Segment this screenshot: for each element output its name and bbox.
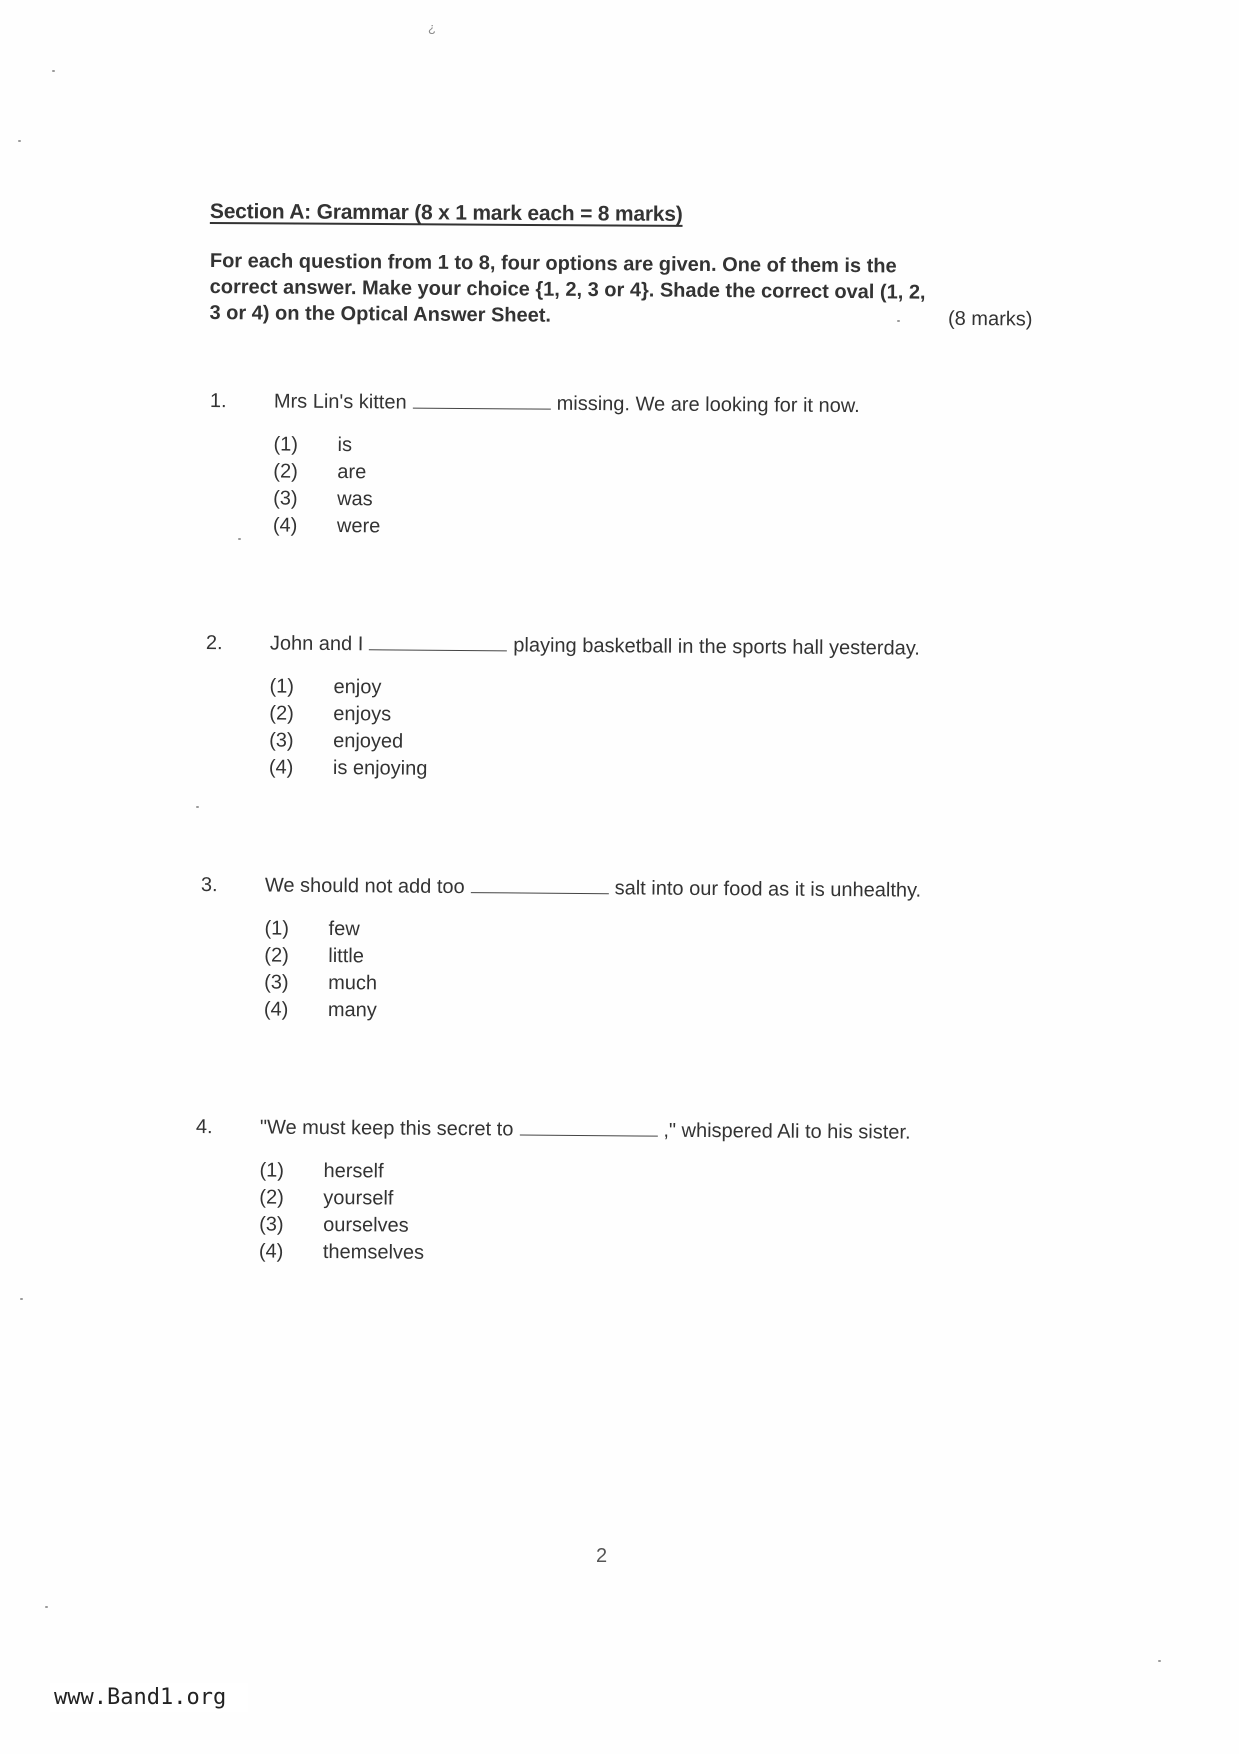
question-text-before: We should not add too	[264, 874, 465, 899]
option-text: enjoyed	[333, 730, 404, 753]
question-text-before: "We must keep this secret to	[259, 1116, 514, 1141]
option-list	[273, 432, 860, 545]
option-text: few	[328, 918, 360, 941]
instructions	[209, 248, 1045, 333]
question-stem	[210, 388, 860, 418]
scan-speck	[20, 1298, 23, 1300]
scan-speck	[1158, 1660, 1161, 1662]
option-label: (1)	[259, 1159, 285, 1182]
question-text-after: salt into our food as it is unhealthy.	[614, 877, 922, 902]
option-label: (2)	[269, 702, 294, 725]
question-text-after: missing. We are looking for it now.	[556, 392, 860, 418]
section-title: Section A: Grammar (8 x 1 mark each = 8 marks)	[209, 200, 683, 226]
option-text: much	[328, 972, 378, 995]
option-label: (4)	[258, 1240, 284, 1263]
option-text: is	[337, 434, 353, 457]
scan-speck	[45, 1606, 48, 1608]
answer-blank	[413, 390, 551, 410]
option-text: themselves	[322, 1241, 425, 1264]
watermark-link[interactable]: www.Band1.org	[50, 1683, 248, 1712]
answer-blank	[369, 631, 507, 651]
question-3	[200, 872, 921, 1029]
answer-blank	[519, 1117, 657, 1137]
question-text-before: John and I	[269, 632, 364, 656]
option-label: (1)	[264, 917, 290, 940]
question-stem	[201, 872, 921, 903]
question-2	[205, 630, 920, 787]
option-text: enjoys	[333, 703, 392, 726]
instructions-line: For each question from 1 to 8, four options are given. One of them is the	[209, 249, 897, 278]
option-label: (2)	[273, 460, 298, 483]
option-label: (2)	[259, 1186, 284, 1209]
option-label: (4)	[263, 998, 289, 1021]
option-label: (1)	[273, 433, 299, 456]
option-text: little	[328, 945, 365, 968]
question-number: 2.	[205, 631, 223, 655]
option-text: yourself	[323, 1187, 394, 1210]
question-4	[195, 1114, 911, 1271]
question-stem	[206, 630, 920, 661]
option-text: is enjoying	[332, 757, 428, 780]
option-text: enjoy	[333, 676, 382, 699]
option-item	[264, 996, 920, 1028]
scan-mark: ¿	[428, 20, 436, 35]
question-text-after: ," whispered Ali to his sister.	[663, 1119, 911, 1144]
option-label: (4)	[268, 756, 294, 779]
option-label: (4)	[272, 514, 298, 537]
question-text-after: playing basketball in the sports hall yesterday.	[513, 634, 920, 660]
question-1	[209, 388, 860, 544]
instructions-line: 3 or 4) on the Optical Answer Sheet.	[209, 301, 552, 327]
option-label: (3)	[269, 729, 294, 752]
option-text: were	[336, 515, 381, 538]
question-number: 4.	[195, 1115, 213, 1139]
option-text: many	[327, 999, 377, 1022]
scan-speck	[18, 140, 21, 142]
option-label: (3)	[259, 1213, 284, 1236]
scan-speck	[196, 806, 199, 808]
option-label: (2)	[264, 944, 289, 967]
page-number: 2	[596, 1545, 608, 1567]
option-item	[273, 512, 859, 544]
option-item	[269, 754, 919, 786]
option-text: are	[337, 461, 367, 484]
answer-blank	[471, 874, 609, 894]
option-text: ourselves	[323, 1214, 409, 1237]
instructions-line: correct answer. Make your choice {1, 2, 3 or 4}. Shade the correct oval (1, 2,	[209, 275, 926, 304]
option-list	[259, 1158, 911, 1271]
option-label: (3)	[273, 487, 298, 510]
option-text: was	[337, 488, 373, 511]
option-label: (1)	[269, 675, 295, 698]
option-label: (3)	[264, 971, 289, 994]
question-number: 1.	[209, 389, 227, 413]
option-text: herself	[323, 1160, 384, 1183]
question-text-before: Mrs Lin's kitten	[273, 390, 407, 414]
question-stem	[196, 1114, 911, 1145]
option-item	[259, 1238, 910, 1270]
option-list	[264, 916, 921, 1029]
scan-speck	[52, 70, 55, 72]
section-marks: (8 marks)	[947, 307, 1033, 331]
option-list	[269, 674, 920, 787]
question-number: 3.	[200, 873, 218, 897]
